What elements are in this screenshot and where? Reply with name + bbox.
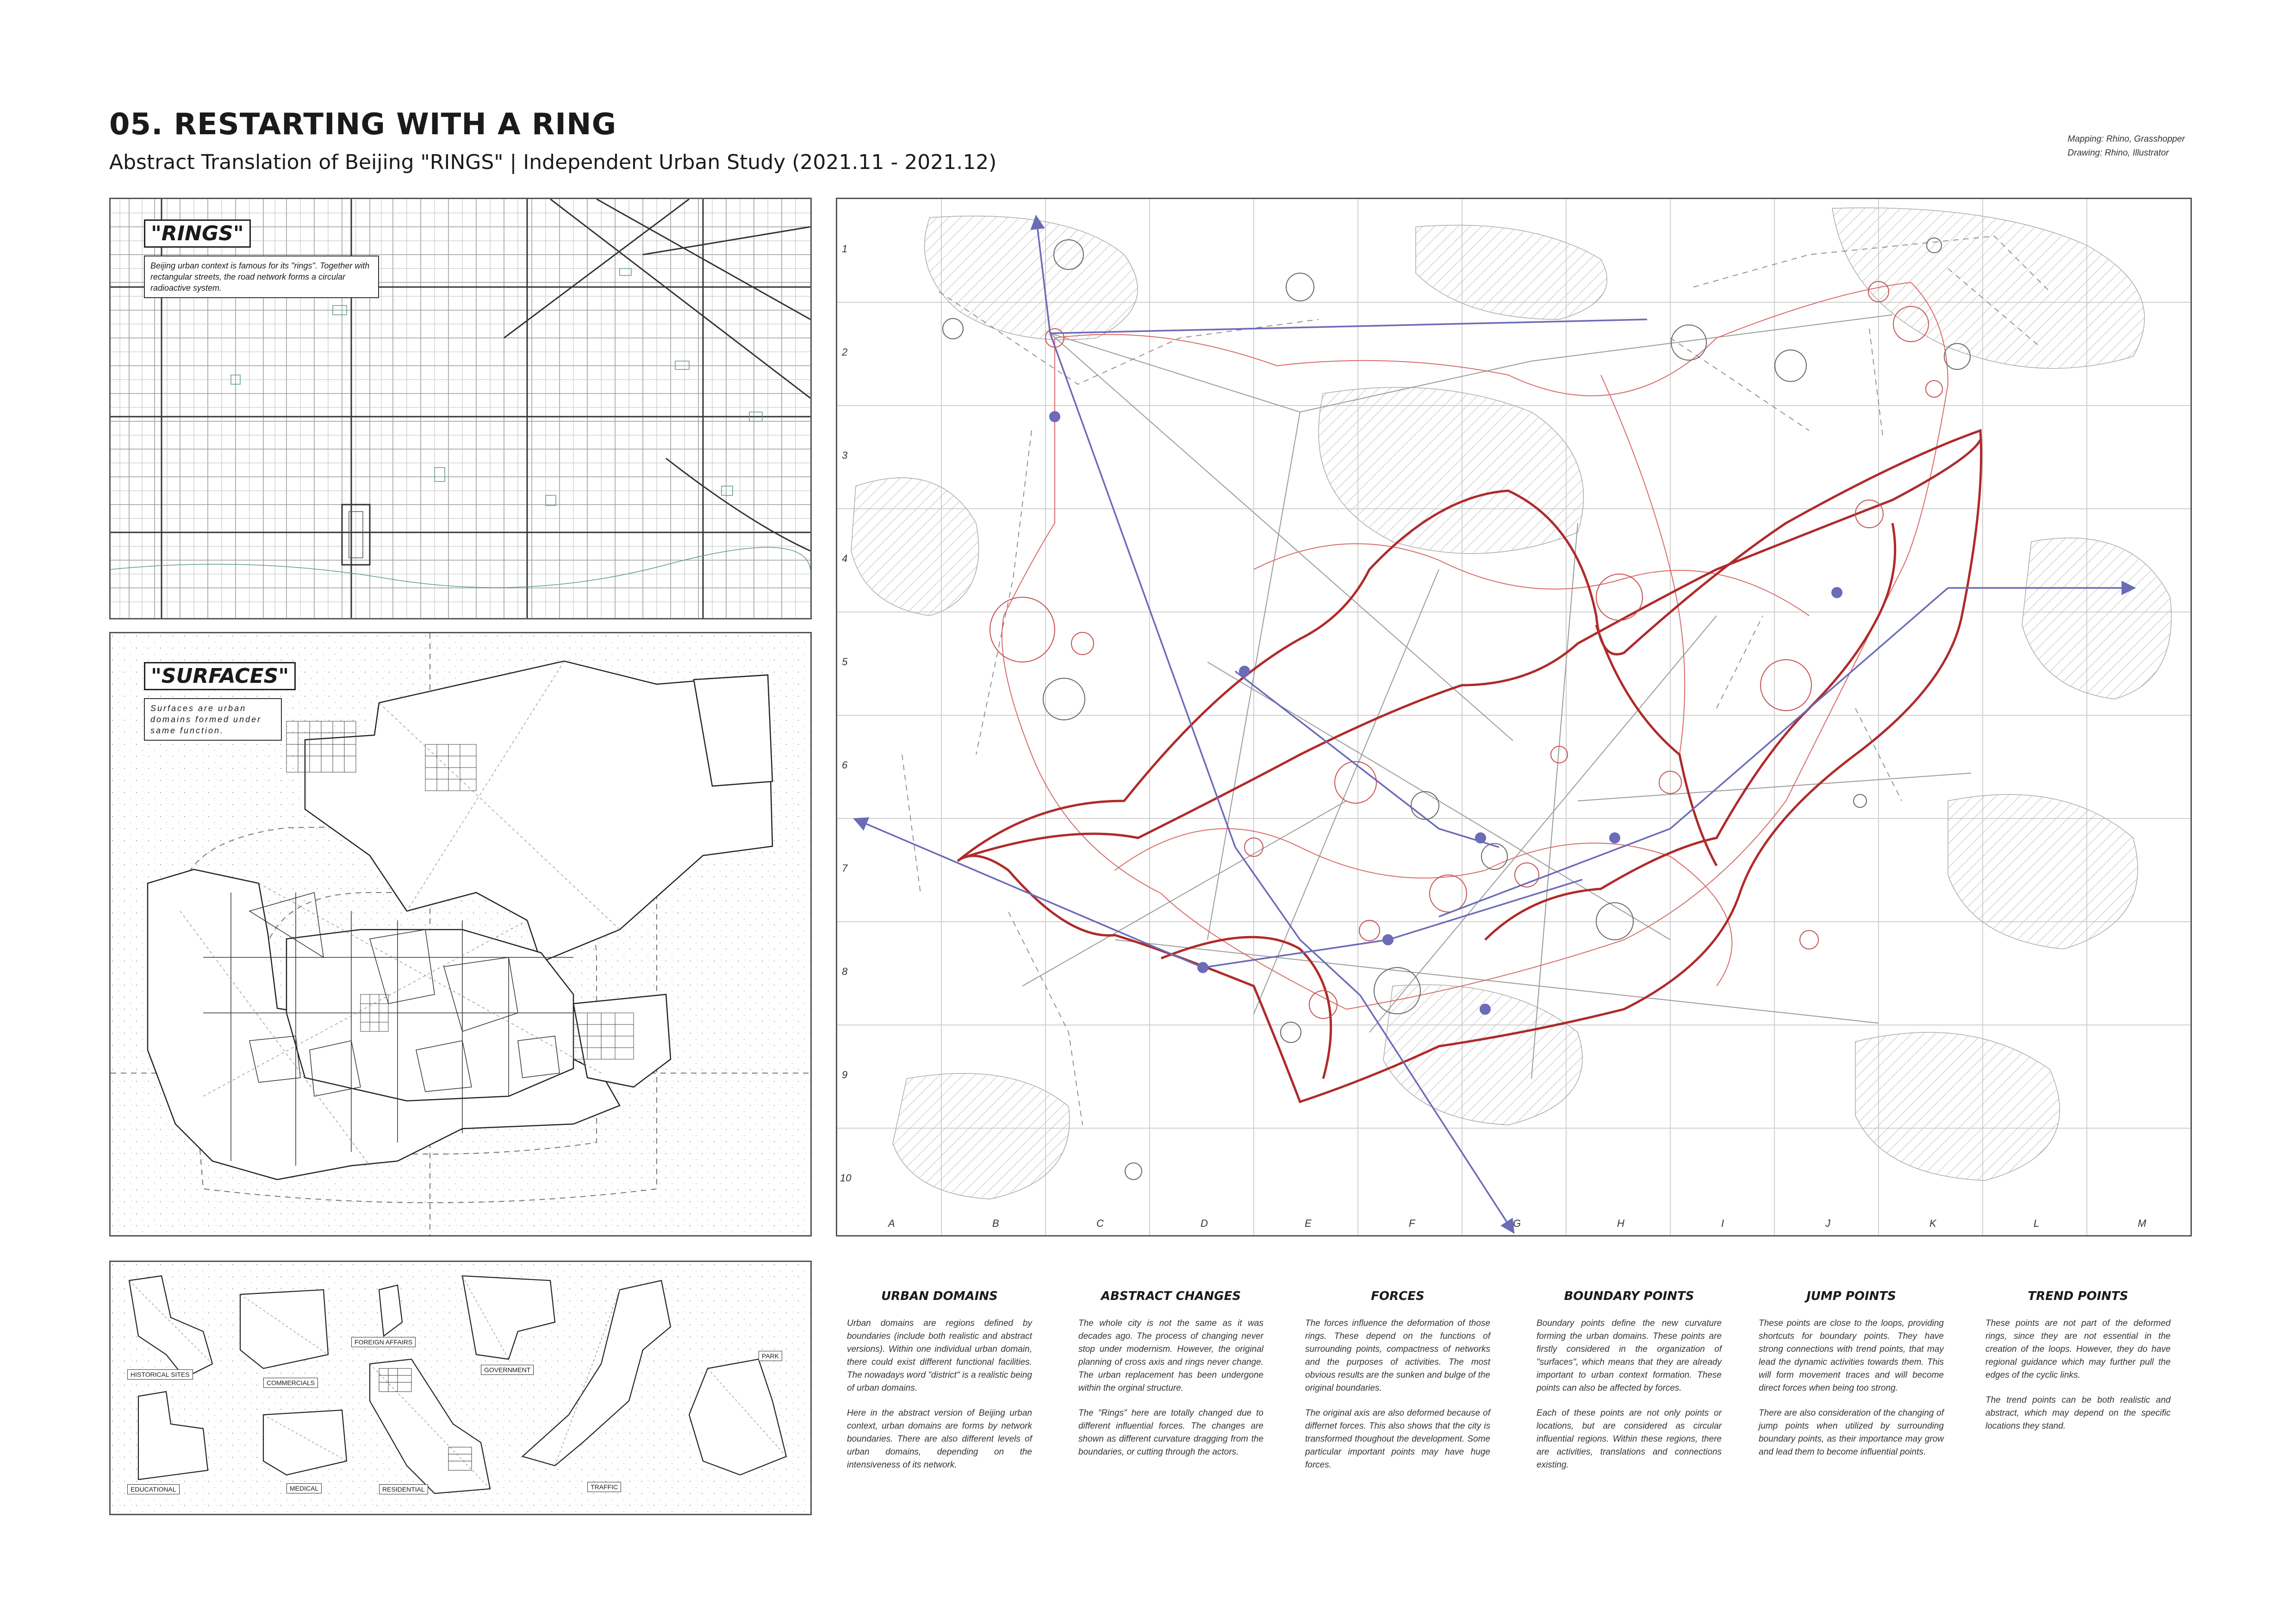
para-abstract-changes-2: The "Rings" here are totally changed due to different influential forces. The changes are shown as different curvature dragging from the boundaries, or cutting through the actors. xyxy=(1078,1408,1263,1457)
rings-heading: "RINGS" xyxy=(144,219,251,248)
page-title: 05. RESTARTING WITH A RING xyxy=(109,107,617,142)
col-label-l: L xyxy=(2034,1218,2040,1229)
rings-map-panel xyxy=(109,198,812,619)
column-boundary-points xyxy=(1537,1289,1722,1484)
rings-note: Beijing urban context is famous for its "rings". Together with rectangular streets, the road network forms a circular radioactive system. xyxy=(144,256,379,298)
heading-urban-domains: URBAN DOMAINS xyxy=(881,1289,998,1303)
software-credits xyxy=(2068,132,2185,160)
page-subtitle: Abstract Translation of Beijing "RINGS" | Independent Urban Study (2021.11 - 2021.12) xyxy=(109,150,997,174)
label-medical: MEDICAL xyxy=(286,1483,322,1493)
col-label-d: D xyxy=(1201,1218,1208,1229)
col-label-c: C xyxy=(1096,1218,1104,1229)
col-label-f: F xyxy=(1409,1218,1415,1229)
row-label-9: 9 xyxy=(842,1069,848,1081)
label-government: GOVERNMENT xyxy=(481,1365,534,1375)
column-jump-points xyxy=(1759,1289,1944,1471)
label-park: PARK xyxy=(759,1351,782,1361)
row-label-8: 8 xyxy=(842,966,848,977)
column-forces xyxy=(1305,1289,1490,1484)
para-jump-points-2: There are also consideration of the changing of jump points when utilized by surrounding boundary points, as their importance may grow and lead them to become influential points. xyxy=(1759,1408,1944,1457)
row-label-4: 4 xyxy=(842,553,848,564)
para-forces-2: The original axis are also deformed because of differnet forces. This also shows that the city is transformed thoughout the development. Some particular important points may have huge forces. xyxy=(1305,1408,1490,1470)
para-jump-points-1: These points are close to the loops, providing shortcuts for boundary points. They have strong connections with trend points, that may lead the dynamic activities towards them. This will form movement traces and will become direct forces when being too strong. xyxy=(1759,1318,1944,1393)
col-label-g: G xyxy=(1513,1218,1521,1229)
column-abstract-changes xyxy=(1078,1289,1263,1471)
label-residential: RESIDENTIAL xyxy=(379,1484,428,1494)
commercials-shape xyxy=(240,1290,328,1368)
row-label-2: 2 xyxy=(842,346,848,358)
label-educational: EDUCATIONAL xyxy=(127,1484,180,1494)
col-label-e: E xyxy=(1305,1218,1312,1229)
domain-shapes xyxy=(111,1262,810,1514)
row-label-3: 3 xyxy=(842,450,848,461)
label-historical-sites: HISTORICAL SITES xyxy=(127,1369,193,1380)
heading-forces: FORCES xyxy=(1371,1289,1425,1303)
col-label-h: H xyxy=(1617,1218,1624,1229)
para-boundary-points-2: Each of these points are not only points or locations, but are considered as circular influential regions. Within these regions, there are activities, translations and connections existing. xyxy=(1537,1408,1722,1470)
heading-boundary-points: BOUNDARY POINTS xyxy=(1564,1289,1694,1303)
col-label-m: M xyxy=(2138,1218,2147,1229)
para-abstract-changes-1: The whole city is not the same as it was decades ago. The process of changing never stop under modernism. However, the original planning of cross axis and rings never change. The urban replacement has been undergone within the orginal structure. xyxy=(1078,1318,1263,1393)
column-urban-domains xyxy=(847,1289,1032,1484)
para-trend-points-2: The trend points can be both realistic and abstract, which may depend on the specific locations they stand. xyxy=(1985,1395,2171,1431)
row-label-10: 10 xyxy=(840,1172,852,1184)
col-label-b: B xyxy=(992,1218,999,1229)
credit-drawing: Drawing: Rhino, Illustrator xyxy=(2067,148,2169,158)
col-label-a: A xyxy=(888,1218,895,1229)
heading-trend-points: TREND POINTS xyxy=(2028,1289,2128,1303)
col-label-j: J xyxy=(1825,1218,1830,1229)
heading-jump-points: JUMP POINTS xyxy=(1806,1289,1896,1303)
surfaces-map-panel xyxy=(109,632,812,1237)
label-foreign-affairs: FOREIGN AFFAIRS xyxy=(351,1337,416,1347)
para-urban-domains-1: Urban domains are regions defined by boundaries (include both realistic and abstract versions). Within one individual urban domain, there could exist different functional facilities. The nowadays word "district" is a realistic being of urban domains. xyxy=(847,1318,1032,1393)
para-boundary-points-1: Boundary points define the new curvature forming the urban domains. These points are firstly considered in the organization of "surfaces", which means that they are already important to urban context formation. These points can also be affected by forces. xyxy=(1537,1318,1722,1393)
urban-domains-panel xyxy=(109,1261,812,1515)
col-label-i: I xyxy=(1721,1218,1724,1229)
credit-mapping: Mapping: Rhino, Grasshopper xyxy=(2067,134,2185,144)
column-trend-points xyxy=(1985,1289,2171,1445)
label-commercials: COMMERCIALS xyxy=(263,1378,318,1388)
heading-abstract-changes: ABSTRACT CHANGES xyxy=(1101,1289,1241,1303)
label-traffic: TRAFFIC xyxy=(587,1482,621,1492)
row-label-6: 6 xyxy=(842,759,848,771)
para-trend-points-1: These points are not part of the deformed rings, since they are not essential in the creation of the loops. However, they do have regional guidance which may further pull the edges of the cyclic links. xyxy=(1985,1318,2171,1380)
para-forces-1: The forces influence the deformation of those rings. These depend on the functions of surrounding points, compactness of networks and the purposes of activities. The most obvious results are the sunken and bulge of the original boundaries. xyxy=(1305,1318,1490,1393)
ring-diagram-panel xyxy=(836,198,2192,1237)
para-urban-domains-2: Here in the abstract version of Beijing urban context, urban domains are forms by network boundaries. There are also different levels of urban domains, depending on the intensiveness of its network. xyxy=(847,1408,1032,1470)
col-label-k: K xyxy=(1929,1218,1936,1229)
surfaces-heading: "SURFACES" xyxy=(144,662,296,690)
row-label-7: 7 xyxy=(842,862,848,874)
deformed-ring-diagram xyxy=(837,199,2190,1235)
surfaces-note: Surfaces are urban domains formed under same function. xyxy=(144,698,282,741)
row-label-1: 1 xyxy=(842,243,848,255)
row-label-5: 5 xyxy=(842,656,848,668)
